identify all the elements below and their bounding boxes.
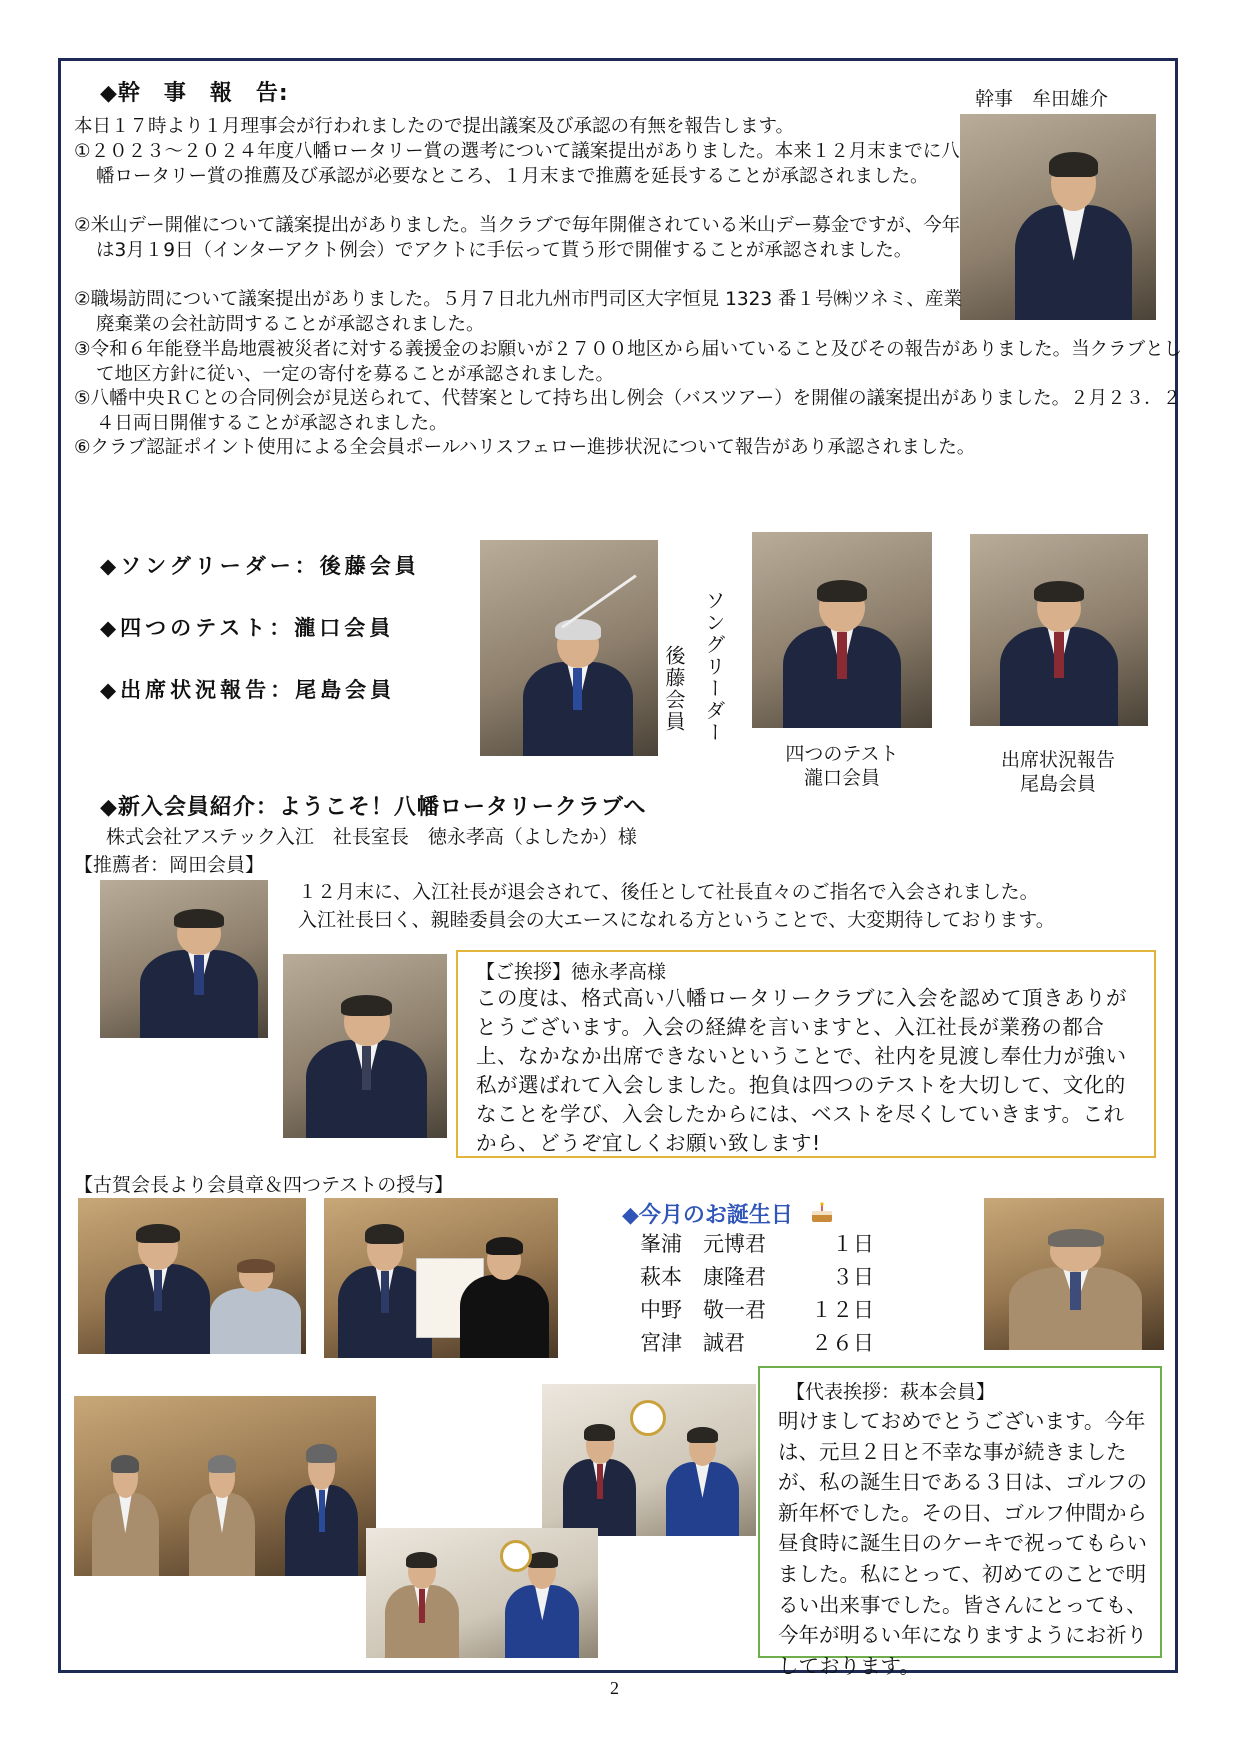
secretary-photo-caption: 幹事 牟田雄介 (975, 88, 1109, 110)
report-item-1: ①２０２３～２０２４年度八幡ロータリー賞の選考について議案提出がありました。本来１２月末までに八幡ロータリー賞の推薦及び承認が必要なところ、１月末まで推薦を延長することが承認されました。 (74, 141, 960, 187)
gift-photo-2 (366, 1528, 598, 1658)
greeting-body: この度は、格式高い八幡ロータリークラブに入会を認めて頂きありがとうございます。入会の経緯を言いますと、入江社長が業務の都合上、なかなか出席できないということで、社内を見渡し奉仕力が強い私が選ばれて入会しました。抱負は四つのテストを大切して、文化的なことを学び、入会したからには、ベストを尽くしていきます。これから、どうぞ宜しくお願い致します! (476, 986, 1127, 1155)
secretary-report-heading: ◆幹 事 報 告: (100, 81, 289, 106)
attendance-caption-name: 尾島会員 (1019, 773, 1096, 795)
report-item-5: ⑤八幡中央ＲＣとの合同例会が見送られて、代替案として持ち出し例会（バスツアー）を開催の議案提出がありました。２月２３．２４日両日開催することが承認されました。 (74, 388, 1182, 434)
gift-photo-1 (542, 1384, 756, 1536)
attendance-caption (960, 748, 1156, 796)
four-way-test-role: ◆四つのテスト：瀧口会員 (100, 616, 395, 640)
four-way-test-caption-name: 瀧口会員 (803, 767, 880, 789)
birthday-heading (622, 1198, 835, 1229)
birthday-list (640, 1228, 874, 1360)
recommender-label: 【推薦者：岡田会員】 (74, 854, 265, 876)
song-leader-photo (480, 540, 658, 756)
report-item-2: ②米山デー開催について議案提出がありました。当クラブで毎年開催されている米山デー募金ですが、今年は3月１9日（インターアクト例会）でアクトに手伝って貰う形で開催することが承認されました。 (74, 215, 961, 261)
birthday-row (640, 1294, 874, 1327)
birthday-group-photo (74, 1396, 376, 1576)
representative-photo (984, 1198, 1164, 1350)
representative-greeting-box (758, 1366, 1162, 1678)
new-member-photo (283, 954, 447, 1138)
report-item-6: ⑥クラブ認証ポイント使用による全会員ポールハリスフェロー進捗状況について報告があり承認されました。 (74, 437, 976, 458)
four-way-test-caption-title: 四つのテスト (785, 743, 899, 765)
birthday-row (640, 1261, 874, 1294)
attendance-photo (970, 534, 1148, 726)
birthday-name: 宮津 誠君 (640, 1331, 745, 1355)
birthday-day: ３日 (832, 1265, 874, 1289)
birthday-name: 萩本 康隆君 (640, 1265, 766, 1289)
new-member-subtitle: 株式会社アステック入江 社長室長 徳永孝高（よしたか）様 (106, 826, 637, 848)
secretary-photo (960, 114, 1156, 320)
award-photo-certificate (324, 1198, 558, 1358)
birthday-row (640, 1228, 874, 1261)
award-caption: 【古賀会長より会員章＆四つテストの授与】 (74, 1174, 454, 1196)
new-member-heading: ◆新入会員紹介：ようこそ！八幡ロータリークラブへ (100, 795, 647, 820)
birthday-day: １日 (832, 1232, 874, 1256)
birthday-heading-text: ◆今月のお誕生日 (622, 1203, 793, 1228)
birthday-day: ２６日 (811, 1331, 874, 1355)
four-way-test-caption (752, 742, 932, 790)
page-number: 2 (610, 1678, 619, 1698)
award-photo-pin (78, 1198, 306, 1354)
birthday-name: 峯浦 元博君 (640, 1232, 766, 1256)
new-member-note-2: 入江社長曰く、親睦委員会の大エースになれる方ということで、大変期待しております。 (298, 909, 1055, 931)
representative-title: 【代表挨拶：萩本会員】 (786, 1381, 996, 1403)
report-item-4: ③令和６年能登半島地震被災者に対する義援金のお願いが２７００地区から届いていること及びその報告がありました。当クラブとして地区方針に従い、一定の寄付を募ることが承認されました。 (74, 339, 1183, 385)
birthday-row (640, 1327, 874, 1360)
attendance-role: ◆出席状況報告：尾島会員 (100, 678, 396, 702)
cake-icon (809, 1202, 835, 1224)
recommender-photo (100, 880, 268, 1038)
attendance-caption-title: 出席状況報告 (1000, 749, 1115, 771)
song-leader-role: ◆ソングリーダー：後藤会員 (100, 554, 420, 578)
birthday-day: １２日 (811, 1298, 874, 1322)
song-leader-caption-name: 後藤会員 (662, 645, 686, 733)
representative-body: 明けましておめでとうございます。今年は、元旦２日と不幸な事が続きましたが、私の誕生日である３日は、ゴルフの新年杯でした。その日、ゴルフ仲間から昼食時に誕生日のケーキで祝ってもらいました。私にとって、初めてのことで明るい出来事でした。皆さんにとっても、今年が明るい年になりますようにお祈りしております。 (778, 1409, 1147, 1678)
new-member-note-1: １２月末に、入江社長が退会されて、後任として社長直々のご指名で入会されました。 (298, 881, 1039, 903)
birthday-name: 中野 敬一君 (640, 1298, 766, 1322)
song-leader-caption-title: ソングリーダー (702, 590, 726, 744)
new-member-greeting-box (456, 950, 1156, 1158)
secretary-report-intro: 本日１７時より１月理事会が行われましたので提出議案及び承認の有無を報告します。 (74, 116, 795, 137)
greeting-title: 【ご挨拶】徳永孝高様 (476, 961, 667, 983)
four-way-test-photo (752, 532, 932, 728)
report-item-3: ②職場訪問について議案提出がありました。５月７日北九州市門司区大字恒見 1323 番１号㈱ツネミ、産業廃棄業の会社訪問することが承認されました。 (74, 289, 962, 335)
